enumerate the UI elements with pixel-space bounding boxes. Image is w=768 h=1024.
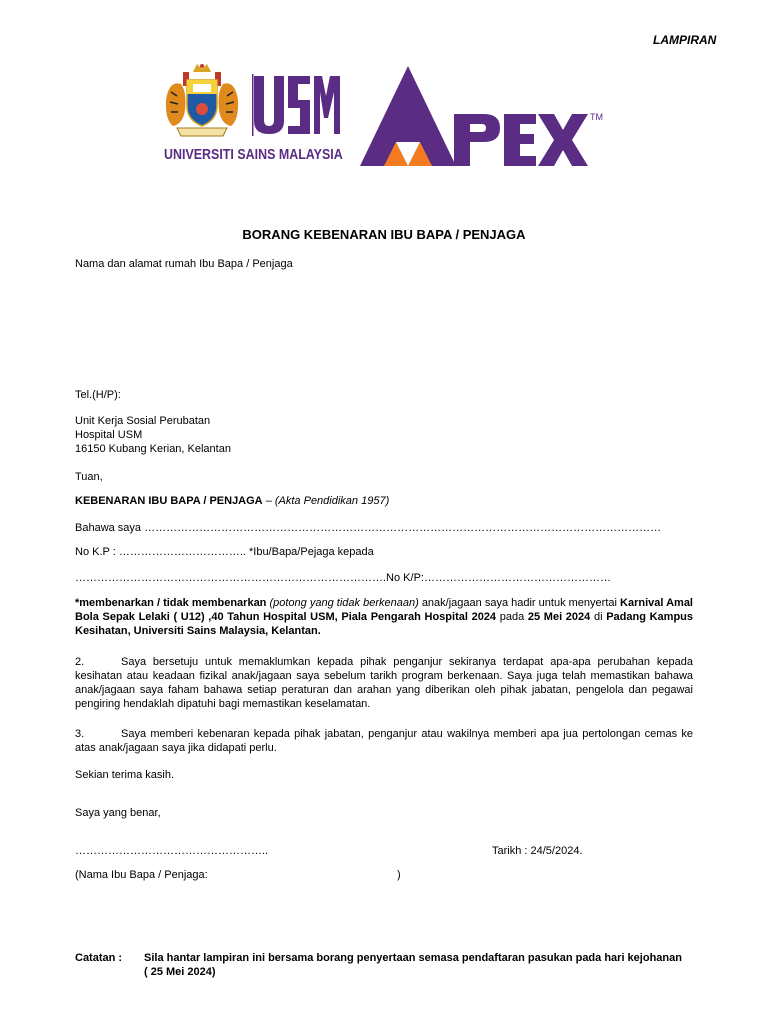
note-label: Catatan : bbox=[75, 952, 123, 964]
paragraph-3-text: Saya memberi kebenaran kepada pihak jabatan, penganjur atau wakilnya memberi apa jua pertolongan cemas ke atas anak/jagaan saya jika didapati perlu. bbox=[75, 728, 693, 754]
recipient-line-3: 16150 Kubang Kerian, Kelantan bbox=[75, 443, 231, 455]
apex-trademark: TM bbox=[590, 112, 603, 122]
usm-crest-logo bbox=[163, 62, 241, 142]
usm-wordmark-logo bbox=[252, 74, 342, 136]
consent-strike-note: (potong yang tidak berkenaan) bbox=[266, 597, 422, 609]
subject-bold: KEBENARAN IBU BAPA / PENJAGA bbox=[75, 495, 263, 507]
consent-text-1: anak/jagaan saya hadir untuk menyertai bbox=[421, 597, 621, 609]
subject-act: (Akta Pendidikan 1957) bbox=[274, 495, 390, 507]
no-kp-line[interactable]: No K.P : …………………………….. *Ibu/Bapa/Pejaga kepada bbox=[75, 546, 374, 558]
sign-off: Saya yang benar, bbox=[75, 807, 161, 819]
note-text: Sila hantar lampiran ini bersama borang penyertaan semasa pendaftaran pasukan pada hari kejohanan ( 25 Mei 2024) bbox=[144, 952, 682, 978]
parent-name-address-label: Nama dan alamat rumah Ibu Bapa / Penjaga bbox=[75, 258, 293, 270]
lampiran-label: LAMPIRAN bbox=[653, 33, 717, 47]
paragraph-2 bbox=[75, 655, 693, 711]
tel-label: Tel.(H/P): bbox=[75, 389, 121, 401]
signature-line[interactable]: …………………………………………….. bbox=[75, 845, 269, 857]
paragraph-3 bbox=[75, 727, 693, 755]
parent-name-label[interactable]: (Nama Ibu Bapa / Penjaga: bbox=[75, 869, 208, 881]
bahawa-saya-line[interactable]: Bahawa saya …………………………………………………………………………………………………………………………… bbox=[75, 522, 662, 534]
recipient-line-2: Hospital USM bbox=[75, 429, 143, 441]
paragraph-2-number: 2. bbox=[75, 656, 85, 668]
consent-text-3: di bbox=[590, 611, 607, 623]
paragraph-2-text: Saya bersetuju untuk memaklumkan kepada pihak penganjur sekiranya terdapat apa-apa perubahan kepada kesihatan atau keadaan fizikal anak/jagaan saya sebelum tarikh program berkenaan. Saya juga telah memastikan bahawa anak/jagaan saya faham bahawa setiap peraturan dan arahan yang diberikan oleh pihak jabatan, pengelola dan pegawai pengiring hendaklah dipatuhi bagi memastikan keselamatan. bbox=[75, 656, 693, 710]
apex-logo bbox=[360, 66, 588, 166]
subject-line bbox=[75, 494, 389, 508]
parent-name-close: ) bbox=[397, 869, 401, 881]
consent-choice: *membenarkan / tidak membenarkan bbox=[75, 597, 267, 609]
paragraph-3-number: 3. bbox=[75, 728, 85, 740]
subject-dash: – bbox=[262, 495, 275, 507]
event-name: Karnival Amal Bola Sepak Lelaki ( U12) ,40 Tahun Hospital USM, Piala Pengarah Hospital 2024 bbox=[75, 597, 693, 623]
child-name-kp-line[interactable]: ………………………………………………………………………….No K/P:…………………………………………… bbox=[75, 572, 611, 584]
closing-line: Sekian terima kasih. bbox=[75, 769, 175, 781]
date-label: Tarikh : 24/5/2024. bbox=[492, 845, 583, 857]
form-title: BORANG KEBENARAN IBU BAPA / PENJAGA bbox=[242, 227, 526, 242]
usm-university-name: UNIVERSITI SAINS MALAYSIA bbox=[164, 146, 343, 163]
salutation: Tuan, bbox=[75, 471, 103, 483]
event-venue: Padang Kampus Kesihatan, Universiti Sains Malaysia, Kelantan. bbox=[75, 611, 694, 637]
consent-paragraph bbox=[75, 596, 693, 638]
recipient-line-1: Unit Kerja Sosial Perubatan bbox=[75, 415, 211, 427]
event-date: 25 Mei 2024 bbox=[527, 611, 591, 623]
consent-text-2: pada bbox=[496, 611, 528, 623]
